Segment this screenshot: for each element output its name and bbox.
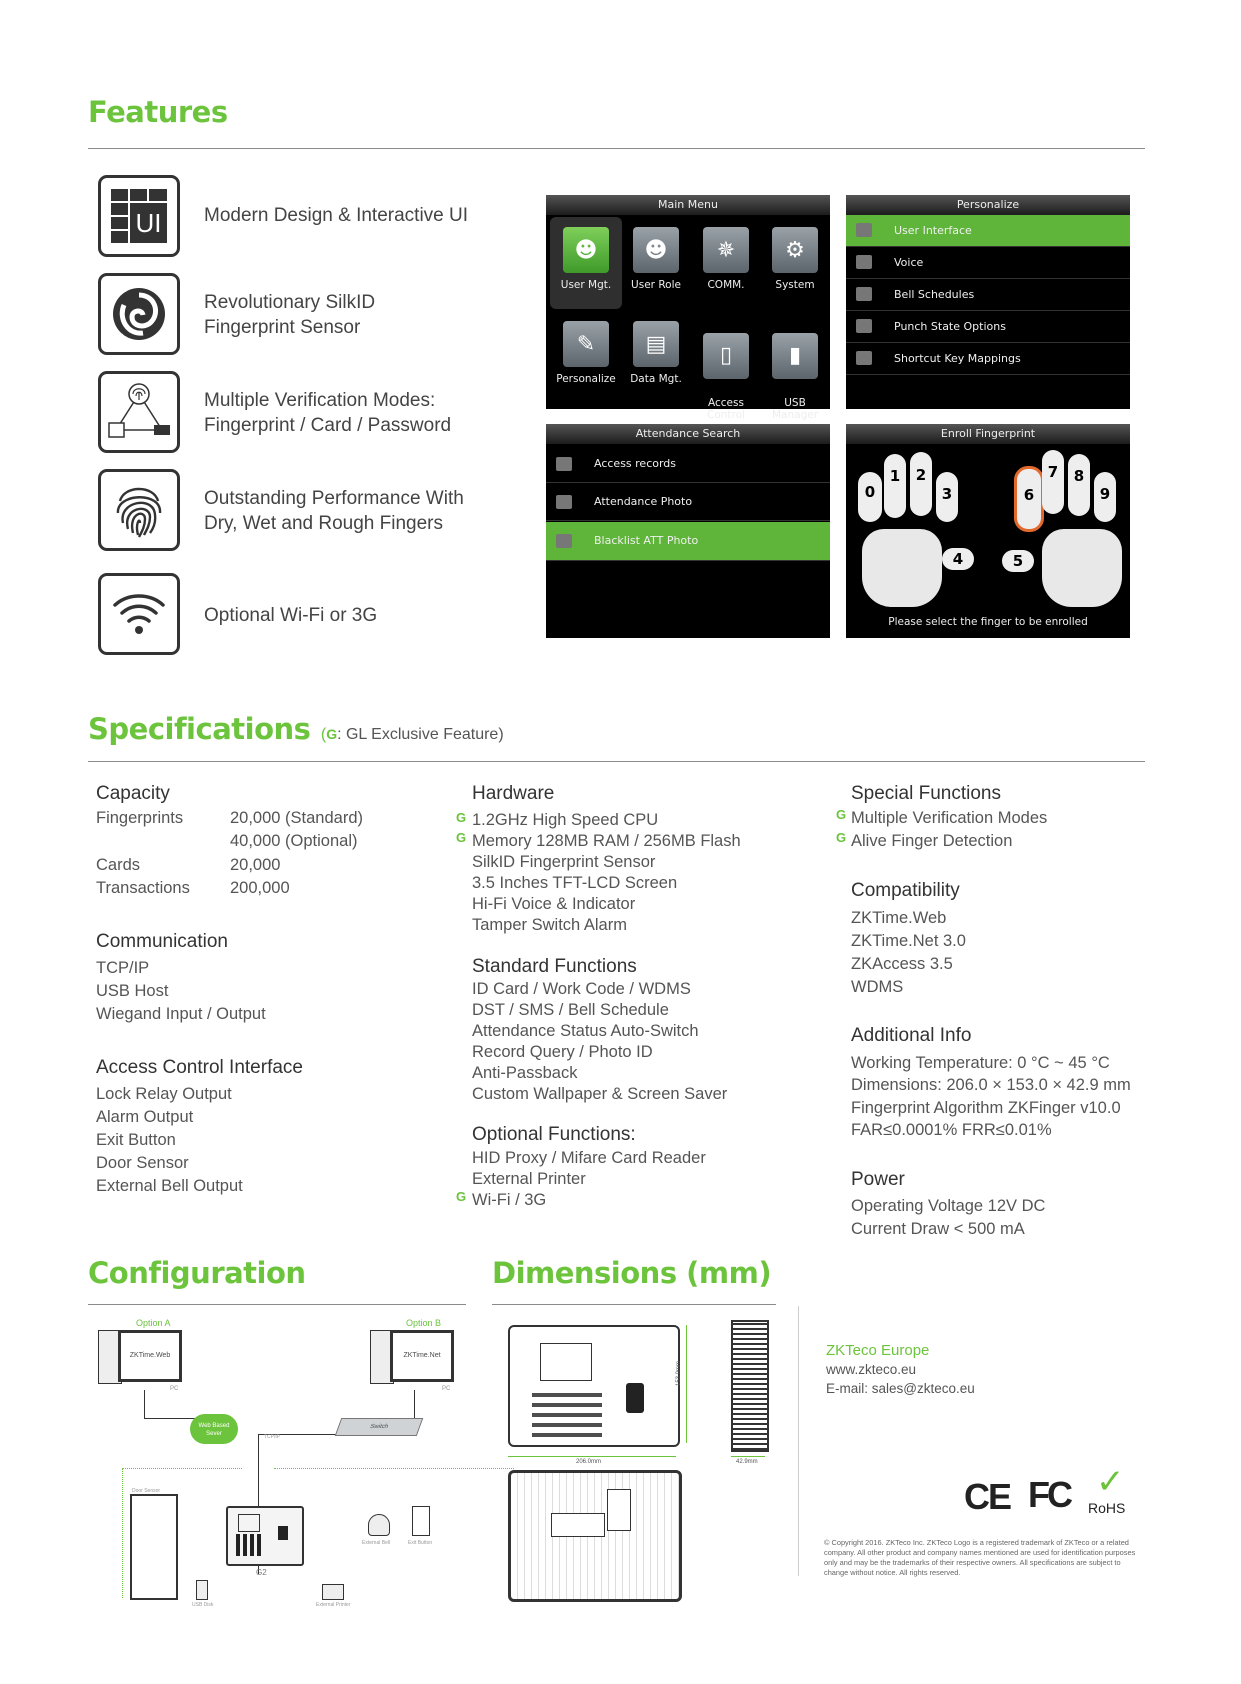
capacity-value-2: 20,000	[230, 856, 281, 874]
device-back-view	[508, 1470, 682, 1602]
menu-label: COMM.	[707, 279, 745, 291]
printer-label: External Printer	[316, 1602, 351, 1608]
ui-grid-icon	[98, 175, 180, 257]
feature-text-1	[204, 203, 468, 228]
right-palm	[1042, 529, 1122, 607]
menu-label: Data Mgt.	[630, 373, 682, 385]
door-icon: ▯	[703, 333, 749, 379]
standard-item: Custom Wallpaper & Screen Saver	[472, 1085, 728, 1103]
shortcut-icon	[856, 351, 872, 365]
personalize-title: Personalize	[846, 195, 1130, 215]
external-printer	[322, 1584, 344, 1600]
row-label: Punch State Options	[894, 320, 1006, 333]
exit-label: Exit Button	[408, 1540, 433, 1546]
features-title: Features	[88, 95, 228, 129]
row-label: Blacklist ATT Photo	[594, 534, 699, 547]
specifications-title: Specifications	[88, 712, 311, 746]
communication-item: Wiegand Input / Output	[96, 1005, 266, 1023]
copyright: © Copyright 2016. ZKTeco Inc. ZKTeco Logo is a registered trademark of ZKTeco or a related company. All other product and company names mentioned are used for identification purposes only and may be the trademarks of their respective owners. All specifications are subject to change without notice. All rights reserved.	[824, 1538, 1136, 1577]
capacity-value-0: 20,000 (Standard)	[230, 809, 364, 827]
compatibility-item: ZKTime.Web	[851, 909, 947, 927]
personalize-icon: ✎	[563, 321, 609, 367]
additional-item: Dimensions: 206.0 × 153.0 × 42.9 mm	[851, 1076, 1131, 1094]
attendance-item-blacklist[interactable]	[546, 522, 830, 561]
feature-2-line1: Revolutionary SilkID	[204, 292, 376, 313]
blacklist-icon	[556, 534, 572, 548]
feature-5-line1: Optional Wi-Fi or 3G	[204, 605, 378, 626]
additional-heading: Additional Info	[851, 1025, 972, 1046]
door	[130, 1494, 178, 1600]
enroll-footer: Please select the finger to be enrolled	[888, 616, 1088, 628]
personalize-item-user-interface[interactable]	[846, 215, 1130, 247]
optional-item: External Printer	[472, 1170, 586, 1188]
exit-button	[412, 1506, 430, 1536]
gl-exclusive-icon: G	[456, 1189, 467, 1204]
attendance-item-access-records[interactable]	[546, 446, 830, 483]
additional-item: FAR≤0.0001% FRR≤0.01%	[851, 1121, 1052, 1139]
row-label: Voice	[894, 256, 924, 269]
gl-exclusive-icon: G	[836, 807, 847, 822]
device-g2	[226, 1506, 304, 1566]
configuration-title: Configuration	[88, 1256, 306, 1290]
data-icon: ▤	[633, 321, 679, 367]
power-item: Operating Voltage 12V DC	[851, 1197, 1046, 1215]
capacity-label-3: Transactions	[96, 879, 190, 897]
front-fingerprint-sensor	[626, 1383, 644, 1413]
hardware-item: Tamper Switch Alarm	[472, 916, 627, 934]
antenna-icon: ✵	[703, 227, 749, 273]
feature-text-5	[204, 603, 377, 628]
access-control-item: Exit Button	[96, 1131, 176, 1149]
row-label: Attendance Photo	[594, 495, 693, 508]
feature-4-line1: Outstanding Performance With	[204, 488, 464, 509]
dimension-line	[508, 1456, 676, 1457]
menu-label: USB Manager	[771, 397, 819, 421]
user-icon: ☻	[563, 227, 609, 273]
depth-label: 42.9mm	[736, 1459, 758, 1465]
pc-b-monitor: ZKTime.Net	[390, 1330, 454, 1382]
standard-item: Record Query / Photo ID	[472, 1043, 653, 1061]
user-role-icon: ☻	[633, 227, 679, 273]
footer-divider	[798, 1306, 799, 1576]
standard-item: ID Card / Work Code / WDMS	[472, 980, 691, 998]
special-heading: Special Functions	[851, 783, 1001, 804]
attendance-title: Attendance Search	[546, 424, 830, 444]
back-panel	[551, 1513, 605, 1537]
optional-item: Wi-Fi / 3G	[472, 1191, 547, 1209]
power-heading: Power	[851, 1169, 905, 1190]
hardware-item: 3.5 Inches TFT-LCD Screen	[472, 874, 678, 892]
gl-note: : GL Exclusive Feature)	[337, 726, 504, 743]
configuration-divider	[88, 1304, 466, 1305]
menu-item-access-control[interactable]	[696, 321, 756, 433]
optional-item: HID Proxy / Mifare Card Reader	[472, 1149, 706, 1167]
access-control-item: Lock Relay Output	[96, 1085, 232, 1103]
network-line	[144, 1390, 145, 1418]
hardware-item: SilkID Fingerprint Sensor	[472, 853, 656, 871]
optional-heading: Optional Functions:	[472, 1124, 636, 1145]
access-control-item: Alarm Output	[96, 1108, 194, 1126]
tcpip-label: TCP/IP	[264, 1434, 281, 1440]
company-email[interactable]: E-mail: sales@zkteco.eu	[826, 1381, 975, 1396]
finger-8[interactable]: 8	[1068, 454, 1090, 516]
finger-5[interactable]: 5	[1002, 550, 1034, 572]
access-control-item: External Bell Output	[96, 1177, 243, 1195]
specifications-header	[88, 712, 504, 746]
additional-item: Working Temperature: 0 °C ~ 45 °C	[851, 1054, 1110, 1072]
feature-1-line1: Modern Design & Interactive UI	[204, 205, 469, 226]
wiring-line	[274, 1468, 514, 1470]
finger-6[interactable]: 6	[1014, 466, 1044, 532]
front-screen	[540, 1343, 592, 1381]
capacity-heading: Capacity	[96, 783, 170, 804]
personalize-item-punch[interactable]	[846, 311, 1130, 343]
feature-text-2	[204, 290, 375, 340]
capacity-label-0: Fingerprints	[96, 809, 184, 827]
device-label: G2	[256, 1568, 267, 1577]
menu-label: System	[775, 279, 815, 291]
feature-text-4	[204, 486, 464, 536]
main-menu-title: Main Menu	[546, 195, 830, 215]
pc-b-label: PC	[442, 1386, 451, 1392]
rohs-check-icon: ✓	[1096, 1463, 1125, 1501]
compatibility-item: ZKAccess 3.5	[851, 955, 953, 973]
menu-label: User Mgt.	[560, 279, 612, 291]
wifi-icon	[98, 573, 180, 655]
usb-disk	[196, 1580, 208, 1600]
menu-item-data-mgt[interactable]	[626, 321, 686, 385]
hardware-item: 1.2GHz High Speed CPU	[472, 811, 659, 829]
dimensions-divider	[492, 1304, 776, 1305]
device-keypad	[236, 1534, 264, 1556]
attendance-item-photo[interactable]	[546, 484, 830, 521]
ce-mark: CE	[964, 1476, 1011, 1517]
rohs-mark: RoHS	[1088, 1500, 1126, 1516]
option-b-label: Option B	[406, 1318, 442, 1328]
enroll-fingerprint-screen	[846, 424, 1130, 638]
usb-icon: ▮	[772, 333, 818, 379]
configuration-diagram	[96, 1318, 456, 1608]
gl-badge-icon: G	[326, 726, 338, 742]
gl-exclusive-icon: G	[456, 810, 467, 825]
device-side-view	[731, 1320, 769, 1452]
company-website[interactable]: www.zkteco.eu	[826, 1362, 917, 1377]
standard-item: Attendance Status Auto-Switch	[472, 1022, 699, 1040]
hardware-item: Hi-Fi Voice & Indicator	[472, 895, 636, 913]
communication-item: TCP/IP	[96, 959, 150, 977]
monitor-icon	[856, 223, 872, 237]
feature-4-line2: Dry, Wet and Rough Fingers	[204, 513, 444, 534]
communication-heading: Communication	[96, 931, 228, 952]
row-label: Shortcut Key Mappings	[894, 352, 1021, 365]
feature-text-3	[204, 388, 451, 438]
height-label: 153.0mm	[676, 1360, 682, 1386]
finger-1[interactable]: 1	[884, 454, 906, 518]
dimension-line	[686, 1325, 687, 1443]
standard-item: DST / SMS / Bell Schedule	[472, 1001, 669, 1019]
compatibility-item: ZKTime.Net 3.0	[851, 932, 966, 950]
finger-4[interactable]: 4	[942, 548, 974, 570]
personalize-item-shortcut[interactable]	[846, 343, 1130, 375]
feature-3-line1: Multiple Verification Modes:	[204, 390, 436, 411]
back-connector	[607, 1489, 631, 1531]
network-line	[414, 1390, 415, 1418]
width-label: 206.0mm	[576, 1459, 602, 1465]
main-menu-screen	[546, 195, 830, 421]
device-front-view	[508, 1325, 680, 1447]
additional-item: Fingerprint Algorithm ZKFinger v10.0	[851, 1099, 1121, 1117]
external-bell	[368, 1514, 390, 1536]
finger-7[interactable]: 7	[1042, 450, 1064, 514]
company-name: ZKTeco Europe	[826, 1342, 930, 1359]
gl-exclusive-icon: G	[456, 830, 467, 845]
dimension-line	[731, 1456, 765, 1457]
pc-a-monitor: ZKTime.Web	[118, 1330, 182, 1382]
records-icon	[556, 457, 572, 471]
hardware-item: Memory 128MB RAM / 256MB Flash	[472, 832, 741, 850]
capacity-value-3: 200,000	[230, 879, 290, 897]
feature-3-line2: Fingerprint / Card / Password	[204, 415, 452, 436]
fingerprint-icon	[98, 469, 180, 551]
front-keypad	[532, 1389, 602, 1437]
menu-item-system[interactable]	[765, 227, 825, 291]
capacity-value-1: 40,000 (Optional)	[230, 832, 358, 850]
finger-3[interactable]: 3	[936, 472, 958, 522]
personalize-screen	[846, 195, 1130, 409]
device-sensor	[278, 1526, 288, 1540]
special-item: Multiple Verification Modes	[851, 809, 1048, 827]
bell-label: External Bell	[362, 1540, 391, 1546]
door-sensor-label: Door Sensor	[132, 1488, 161, 1494]
gl-open-paren: (	[320, 726, 327, 743]
cloud-server: Web Based Sever	[190, 1414, 238, 1444]
silkid-swirl-icon	[98, 273, 180, 355]
wiring-line	[122, 1468, 242, 1470]
fcc-mark: FC	[1028, 1474, 1070, 1515]
row-label: Access records	[594, 457, 677, 470]
row-label: Bell Schedules	[894, 288, 975, 301]
wiring-line	[122, 1468, 124, 1598]
standard-heading: Standard Functions	[472, 956, 637, 977]
gl-exclusive-icon: G	[836, 830, 847, 845]
option-a-label: Option A	[136, 1318, 171, 1328]
personalize-item-voice[interactable]	[846, 247, 1130, 279]
attendance-search-screen	[546, 424, 830, 638]
left-palm	[862, 529, 942, 607]
special-item: Alive Finger Detection	[851, 832, 1013, 850]
hardware-heading: Hardware	[472, 783, 555, 804]
specifications-divider	[88, 761, 1145, 762]
speaker-icon	[856, 255, 872, 269]
compatibility-heading: Compatibility	[851, 880, 960, 901]
power-item: Current Draw < 500 mA	[851, 1220, 1025, 1238]
finger-2[interactable]: 2	[910, 452, 932, 516]
bell-icon	[856, 287, 872, 301]
access-control-heading: Access Control Interface	[96, 1057, 303, 1078]
device-screen	[238, 1514, 260, 1532]
access-control-item: Door Sensor	[96, 1154, 189, 1172]
menu-item-comm[interactable]	[696, 227, 756, 291]
network-switch: Switch	[335, 1418, 424, 1436]
capacity-label-2: Cards	[96, 856, 141, 874]
finger-9[interactable]: 9	[1094, 472, 1116, 522]
menu-item-user-mgt[interactable]	[556, 227, 616, 291]
features-divider	[88, 148, 1145, 149]
photo-icon	[556, 495, 572, 509]
ui-icon-text: UI	[130, 203, 167, 243]
menu-item-personalize[interactable]	[556, 321, 616, 385]
pc-a-label: PC	[170, 1386, 179, 1392]
dimensions-title: Dimensions (mm)	[492, 1256, 772, 1290]
personalize-item-bell[interactable]	[846, 279, 1130, 311]
verification-modes-icon	[98, 371, 180, 453]
menu-item-user-role[interactable]	[626, 227, 686, 291]
menu-item-usb-manager[interactable]	[765, 321, 825, 433]
menu-label: Access Control	[707, 397, 745, 421]
communication-item: USB Host	[96, 982, 169, 1000]
standard-item: Anti-Passback	[472, 1064, 578, 1082]
feature-2-line2: Fingerprint Sensor	[204, 317, 361, 338]
row-label: User Interface	[894, 224, 972, 237]
compatibility-item: WDMS	[851, 978, 904, 996]
gear-icon: ⚙	[772, 227, 818, 273]
menu-label: User Role	[631, 279, 681, 291]
enroll-title: Enroll Fingerprint	[846, 424, 1130, 444]
finger-0[interactable]: 0	[858, 472, 882, 522]
usb-label: USB Disk	[192, 1602, 214, 1608]
punch-icon	[856, 319, 872, 333]
menu-label: Personalize	[556, 373, 616, 385]
